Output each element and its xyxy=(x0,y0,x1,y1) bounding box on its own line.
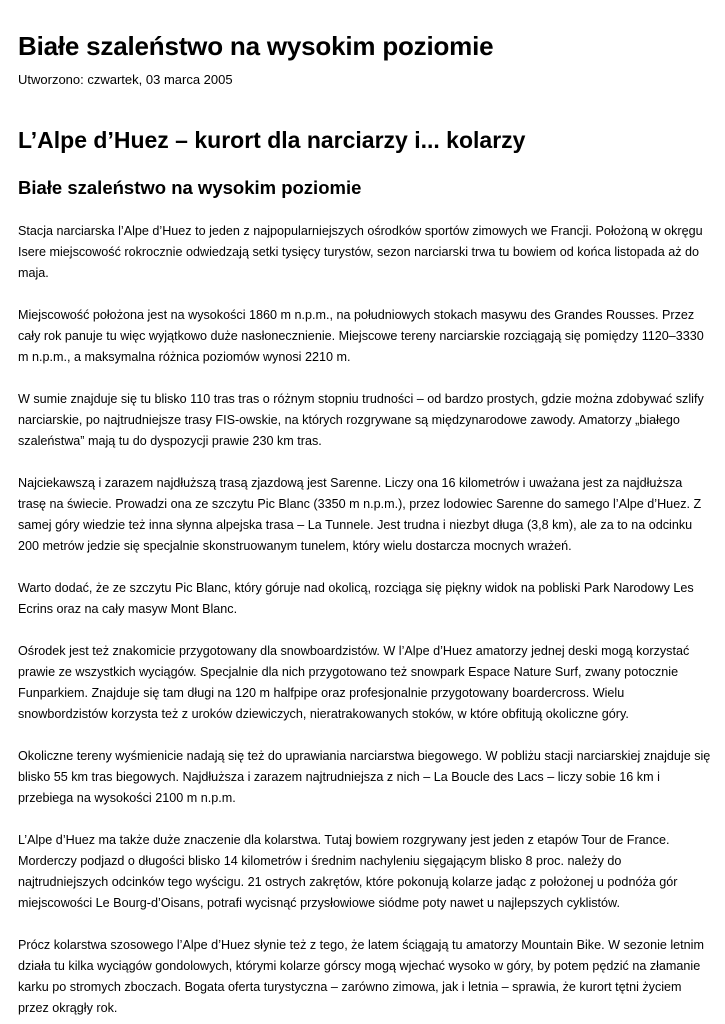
paragraph-cross-country: Okoliczne tereny wyśmienicie nadają się też do uprawiania narciarstwa biegowego. W pobliżu stacji narciarskiej znajduje się blisko 55 km tras biegowych. Najdłuższa i zarazem najtrudniejsza z nich – La Boucle des Lacs – liczy sobie 16 km i przebiega na wysokości 2100 m n.p.m. xyxy=(18,749,711,805)
created-date: Utworzono: czwartek, 03 marca 2005 xyxy=(18,72,233,87)
paragraph-trails: W sumie znajduje się tu blisko 110 tras tras o różnym stopniu trudności – od bardzo prostych, gdzie można zdobywać szlify narciarskie, po najtrudniejsze trasy FIS-owskie, na których rozgrywane są międzynarodowe zawody. Amatorzy „białego szaleństwa” mają tu do dyspozycji prawie 230 km tras. xyxy=(18,392,704,448)
paragraph-view: Warto dodać, że ze szczytu Pic Blanc, który góruje nad okolicą, rozciąga się piękny widok na pobliski Park Narodowy Les Ecrins oraz na cały masyw Mont Blanc. xyxy=(18,581,694,616)
paragraph-intro: Stacja narciarska l’Alpe d’Huez to jeden z najpopularniejszych ośrodków sportów zimowych we Francji. Położoną w okręgu Isere miejscowość rokrocznie odwiedzają setki tysięcy turystów, sezon narciarski trwa tu bowiem od końca listopada aż do maja. xyxy=(18,224,703,280)
paragraph-mountain-bike: Prócz kolarstwa szosowego l’Alpe d’Huez słynie też z tego, że latem ściągają tu amatorzy Mountain Bike. W sezonie letnim działa tu kilka wyciągów gondolowych, którymi kolarze górscy mogą wjechać wysoko w góry, by potem pędzić na złamanie karku po stromych zboczach. Bogata oferta turystyczna – zarówno zimowa, jak i letnia – sprawia, że kurort tętni życiem przez okrągły rok. xyxy=(18,938,704,1015)
article-subtitle: Białe szaleństwo na wysokim poziomie xyxy=(18,177,362,198)
document-title: Białe szaleństwo na wysokim poziomie xyxy=(18,31,494,61)
article-title: L’Alpe d’Huez – kurort dla narciarzy i... kolarzy xyxy=(18,127,526,153)
paragraph-snowboard: Ośrodek jest też znakomicie przygotowany dla snowboardzistów. W l’Alpe d’Huez amatorzy jednej deski mogą korzystać prawie ze wszystkich wyciągów. Specjalnie dla nich przygotowano też snowpark Espace Nature Surf, zwany potocznie Funparkiem. Znajduje się tam długi na 120 m halfpipe oraz profesjonalnie przygotowany boardercross. Wielu snowbordzistów korzysta też z uroków dziewiczych, nieratrakowanych stoków, w które obfitują okoliczne góry. xyxy=(18,644,690,721)
paragraph-sarenne: Najciekawszą i zarazem najdłuższą trasą zjazdową jest Sarenne. Liczy ona 16 kilometrów i uważana jest za najdłuższa trasę na świecie. Prowadzi ona ze szczytu Pic Blanc (3350 m n.p.m.), przez lodowiec Sarenne do samego l’Alpe d’Huez. Z samej góry wiedzie też inna słynna alpejska trasa – La Tunnele. Jest trudna i niezbyt długa (3,8 km), ale za to na odcinku 200 metrów jedzie się specjalnie skonstruowanym tunelem, który wielu dostarcza mocnych wrażeń. xyxy=(18,476,702,553)
paragraph-cycling: L’Alpe d’Huez ma także duże znaczenie dla kolarstwa. Tutaj bowiem rozgrywany jest jeden z etapów Tour de France. Morderczy podjazd o długości blisko 14 kilometrów i średnim nachyleniu sięgającym blisko 8 proc. należy do najtrudniejszych odcinków tego wyścigu. 21 ostrych zakrętów, które pokonują kolarze jadąc z położonej u podnóża gór miejscowości Le Bourg-d’Oisans, potrafi wycisnąć przysłowiowe siódme poty nawet u najlepszych cyklistów. xyxy=(18,833,678,910)
paragraph-location: Miejscowość położona jest na wysokości 1860 m n.p.m., na południowych stokach masywu des Grandes Rousses. Przez cały rok panuje tu więc wyjątkowo duże nasłonecznienie. Miejscowe tereny narciarskie rozciągają się pomiędzy 1120–3330 m n.p.m., a maksymalna różnica poziomów wynosi 2210 m. xyxy=(18,308,704,364)
